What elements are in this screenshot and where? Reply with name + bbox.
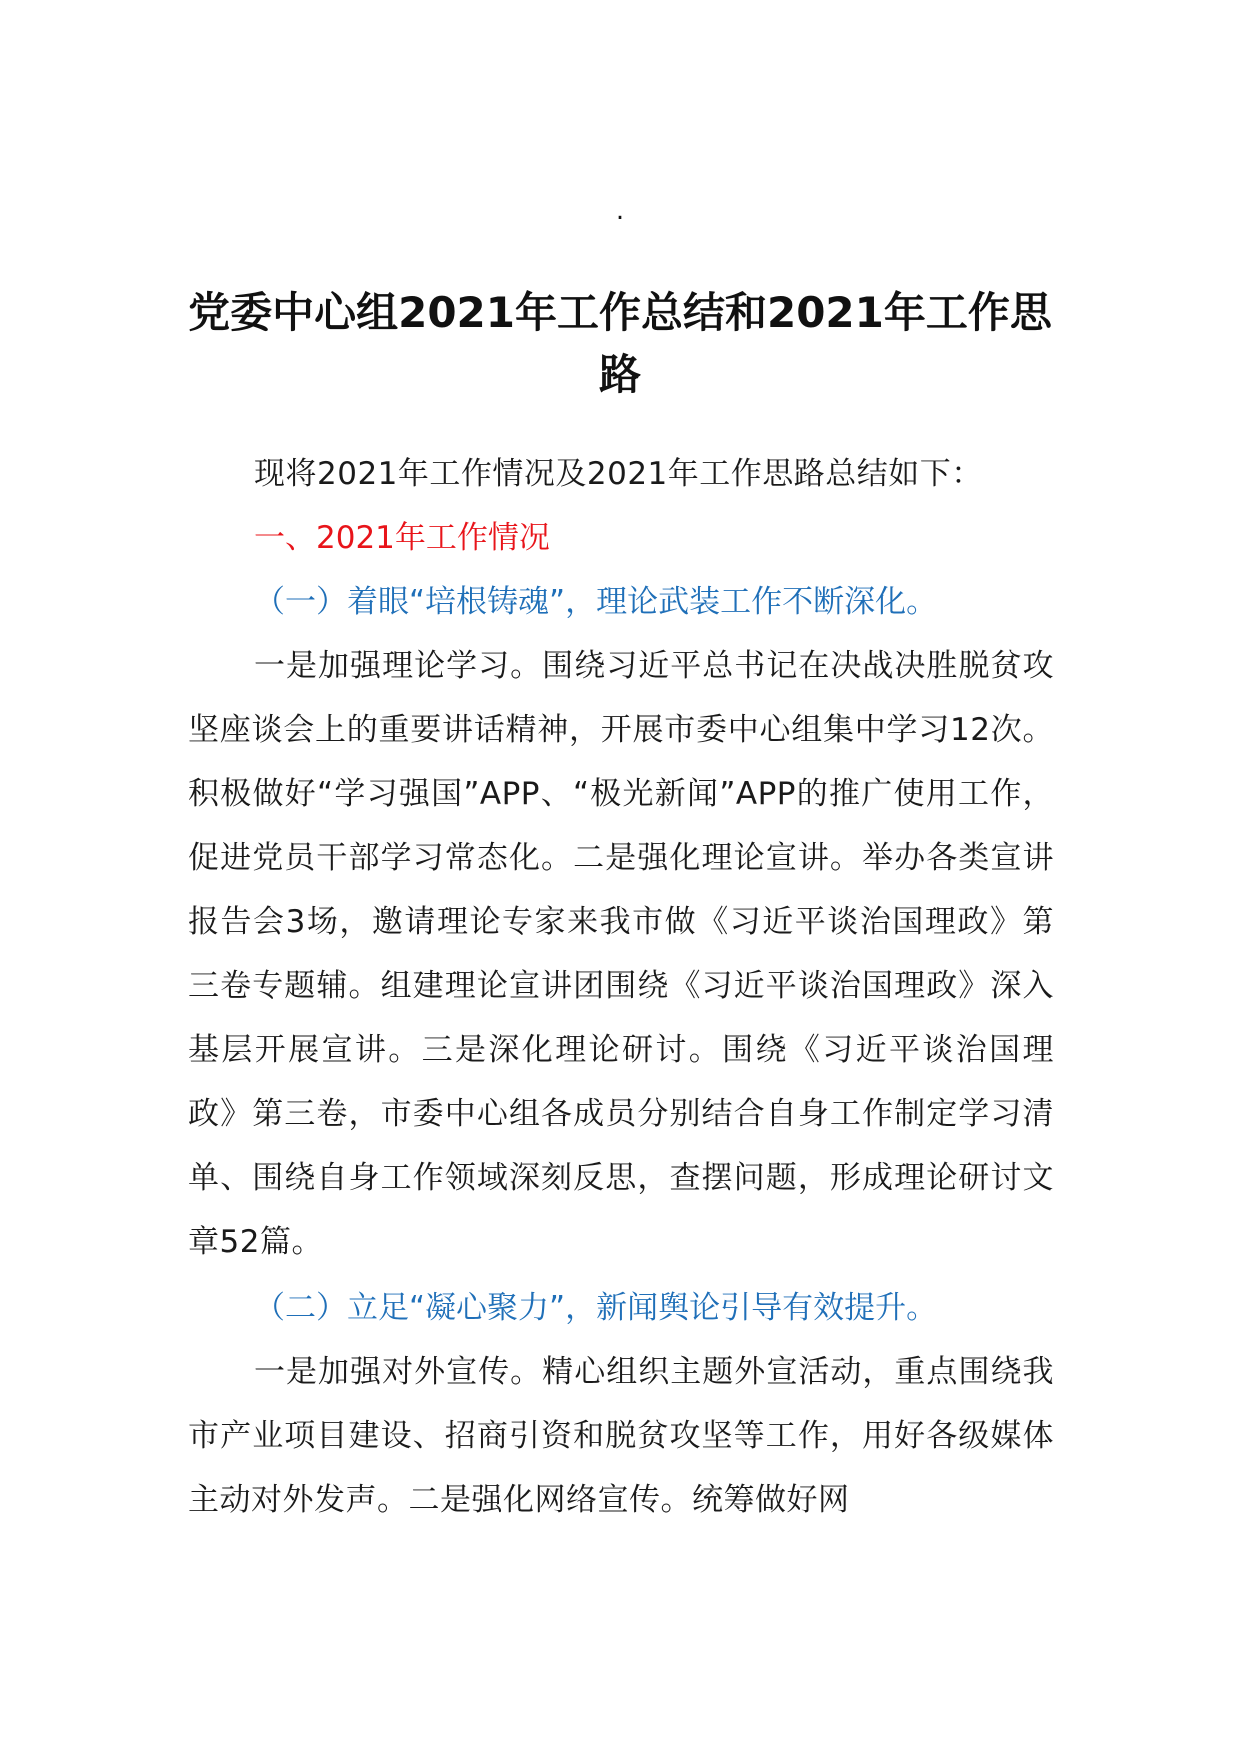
paragraph-text: 一是加强理论学习。围绕习近平总书记在决战决胜脱贫攻坚座谈会上的重要讲话精神，开展市委中心组集中学习12次。积极做好“学习强国”APP、“极光新闻”APP的推广使用工作，促进党员干部学习常态化。二是强化理论宣讲。举办各类宣讲报告会3场，邀请理论专家来我市做《习近平谈治国理政》第三卷专题辅。组建理论宣讲团围绕《习近平谈治国理政》深入基层开展宣讲。三是深化理论研讨。围绕《习近平谈治国理政》第三卷，市委中心组各成员分别结合自身工作制定学习清单、围绕自身工作领域深刻反思，查摆问题，形成理论研讨文章52篇。	[188, 648, 1054, 1260]
paragraph-text: 一是加强对外宣传。精心组织主题外宣活动，重点围绕我市产业项目建设、招商引资和脱贫攻坚等工作，用好各级媒体主动对外发声。二是强化网络宣传。统筹做好网	[188, 1354, 1054, 1518]
section-heading-1: 一、2021年工作情况	[254, 520, 550, 556]
intro-paragraph	[188, 442, 1054, 506]
subsection-heading-2: （二）立足“凝心聚力”，新闻舆论引导有效提升。	[254, 1290, 938, 1326]
subsection-body-2	[188, 1340, 1054, 1532]
header-mark: .	[615, 196, 625, 226]
subsection-body-1	[188, 634, 1054, 1274]
document-title: 党委中心组2021年工作总结和2021年工作思路	[188, 288, 1052, 399]
intro-text: 现将2021年工作情况及2021年工作思路总结如下：	[254, 456, 983, 492]
subsection-heading-1: （一）着眼“培根铸魂”，理论武装工作不断深化。	[254, 584, 938, 620]
